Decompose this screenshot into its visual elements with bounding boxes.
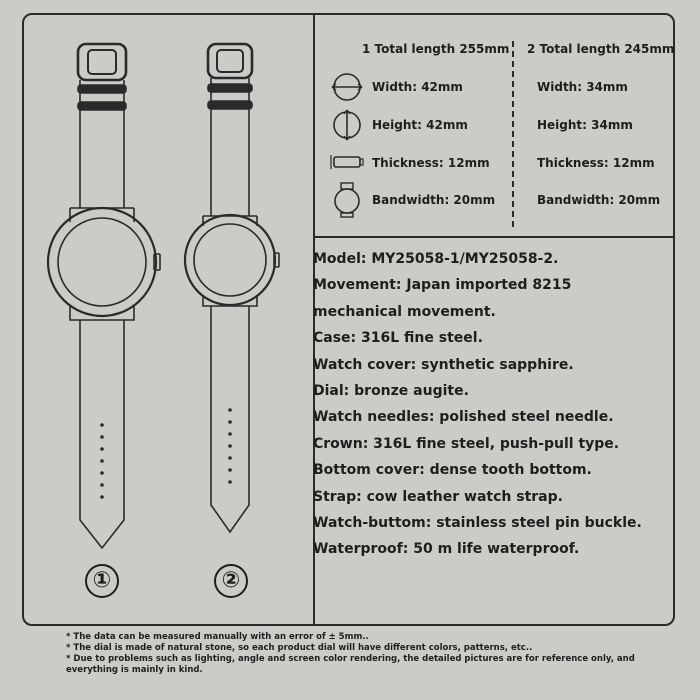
bandwidth-icon xyxy=(330,182,364,218)
thickness-icon xyxy=(330,152,366,172)
detail-buckle: Watch-buttom: stainless steel pin buckle. xyxy=(313,515,642,532)
footnote-1: * The data can be measured manually with an error of ± 5mm.. xyxy=(66,632,369,642)
product-details xyxy=(313,246,653,563)
footnote-2: * The dial is made of natural stone, so each product dial will have different colors, patterns, etc.. xyxy=(66,643,533,653)
height-icon xyxy=(330,108,364,142)
watch-1-width: Width: 42mm xyxy=(372,80,463,94)
watch-2-drawing xyxy=(185,44,279,532)
detail-movement-cont: mechanical movement. xyxy=(313,303,496,320)
watch-1-height: Height: 42mm xyxy=(372,118,468,132)
detail-model: Model: MY25058-1/MY25058-2. xyxy=(313,251,559,267)
watch-2-height: Height: 34mm xyxy=(537,118,633,132)
detail-movement: Movement: Japan imported 8215 xyxy=(313,277,572,294)
detail-crown: Crown: 316L fine steel, push-pull type. xyxy=(313,435,620,452)
detail-strap: Strap: cow leather watch strap. xyxy=(313,488,563,505)
watch-1-thickness: Thickness: 12mm xyxy=(372,156,490,170)
watch-2-total-length: 2 Total length 245mm xyxy=(527,42,675,56)
watch-2-width: Width: 34mm xyxy=(537,80,628,94)
detail-bottom-cover: Bottom cover: dense tooth bottom. xyxy=(313,462,592,479)
watch-2-number: ② xyxy=(214,564,248,598)
detail-waterproof: Waterproof: 50 m life waterproof. xyxy=(313,541,580,558)
detail-dial: Dial: bronze augite. xyxy=(313,383,469,400)
watch-2-thickness: Thickness: 12mm xyxy=(537,156,655,170)
watch-2-bandwidth: Bandwidth: 20mm xyxy=(537,193,661,207)
width-icon xyxy=(330,70,364,104)
footnote-3: * Due to problems such as lighting, angle and screen color rendering, the detailed pictures are for reference only, and everything is mainly in kind. xyxy=(66,654,635,675)
watch-1-bandwidth: Bandwidth: 20mm xyxy=(372,193,496,207)
watch-1-total-length: 1 Total length 255mm xyxy=(362,42,510,56)
detail-case: Case: 316L fine steel. xyxy=(313,330,483,347)
watch-1-drawing xyxy=(48,44,160,548)
footnotes xyxy=(66,632,656,676)
detail-watch-cover: Watch cover: synthetic sapphire. xyxy=(313,356,574,373)
detail-needles: Watch needles: polished steel needle. xyxy=(313,409,614,426)
watch-1-number: ① xyxy=(85,564,119,598)
